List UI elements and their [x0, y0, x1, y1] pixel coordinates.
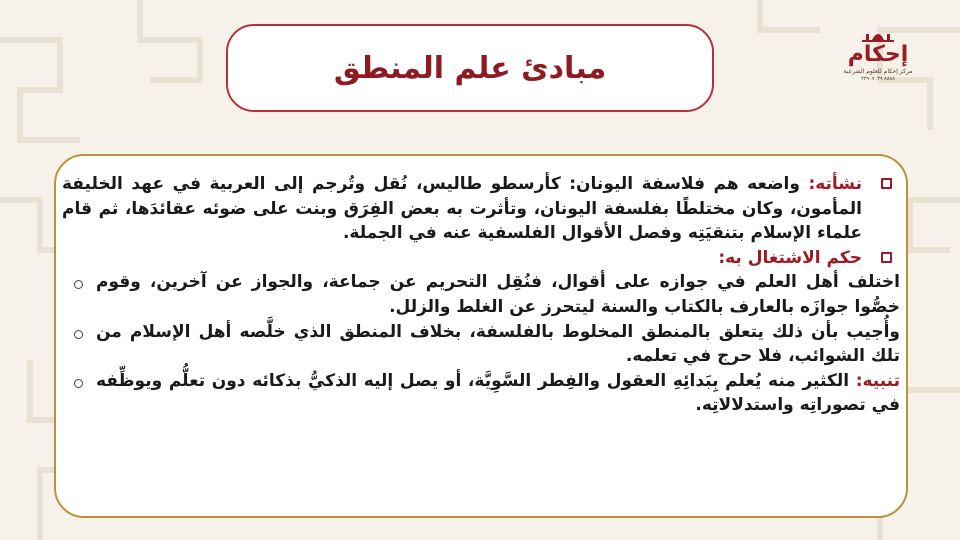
note-text: الكثير منه يُعلم بِبَدائِهِ العقول والفِطر السَّوِيَّة، أو يصل إليه الذكيُّ بذكائه دون تعلُّم ويوظِّفه في تصوراتِه واستدلالاتِه.	[96, 370, 900, 416]
circle-bullet-icon	[74, 280, 83, 289]
origin-label: نشأته:	[808, 174, 862, 194]
origin-paragraph	[62, 172, 900, 246]
note-label: تنبيه:	[855, 370, 900, 391]
slide-title: مبادئ علم المنطق	[333, 50, 607, 86]
circle-bullet-icon	[74, 379, 83, 388]
square-bullet-icon	[881, 178, 892, 189]
list-item	[62, 320, 900, 369]
ruling-label: حكم الاشتغال به:	[718, 247, 862, 268]
circle-bullet-icon	[74, 330, 83, 339]
origin-text: واضعه هم فلاسفة اليونان: كأرسطو طاليس، نُقل وتُرجم إلى العربية في عهد الخليفة المأمون، وكان مختلطًا بفلسفة اليونان، وتأثرت به بعض الفِرَق وبنت على ضوئه عقائدَها، ثم قام علماء الإسلام بتنقيَتِه وفصل الأقوال الفلسفية عنه في الجملة.	[62, 174, 862, 244]
content-text	[62, 172, 900, 418]
ruling-heading	[62, 246, 900, 271]
list-item-text: وأُجيب بأن ذلك يتعلق بالمنطق المخلوط بالفلسفة، بخلاف المنطق الذي خلَّصه أهل الإسلام من تلك الشوائب، فلا حرج في تعلمه.	[96, 321, 900, 367]
list-item	[62, 270, 900, 319]
slide-title-box	[226, 24, 714, 112]
logo	[843, 28, 913, 96]
note-paragraph	[62, 369, 900, 418]
mosque-icon	[856, 28, 900, 42]
logo-contact: ٨٨٨٨ ٢٣٩٠٧٠٣٩	[861, 76, 895, 82]
logo-text: إحكام	[847, 42, 909, 67]
list-item-text: اختلف أهل العلم في جوازه على أقوال، فنُقِل التحريم عن جماعة، والجواز عن آخرين، وقوم خصُّوا جوازَه بالعارف بالكتاب والسنة ليتحرز عن الغلط والزلل.	[96, 272, 900, 317]
logo-subtitle: مركز إحكام للعلوم الشرعية	[843, 68, 913, 75]
square-bullet-icon	[881, 252, 892, 263]
